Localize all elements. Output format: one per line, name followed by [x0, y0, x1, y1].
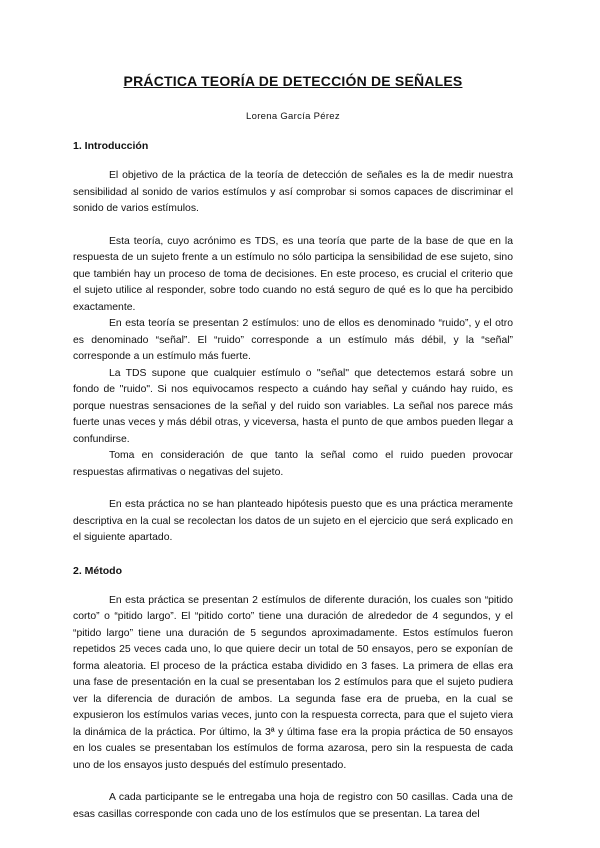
author-name: Lorena García Pérez [246, 111, 340, 122]
paragraph: A cada participante se le entregaba una hoja de registro con 50 casillas. Cada una de esas casillas corresponde con cada uno de los estímulos que se presentan. La tarea del [73, 792, 513, 820]
paragraph: En esta práctica no se han planteado hipótesis puesto que es una práctica meramente descriptiva en la cual se recolectan los datos de un sujeto en el ejercicio que será explicado en el siguiente apartado. [73, 499, 513, 543]
page-title: PRÁCTICA TEORÍA DE DETECCIÓN DE SEÑALES [123, 73, 463, 89]
section-heading-introduccion: 1. Introducción [73, 140, 149, 152]
paragraph: Esta teoría, cuyo acrónimo es TDS, es una teoría que parte de la base de que en la respuesta de un sujeto frente a un estímulo no sólo participa la sensibilidad de ese sujeto, sino que también hay un proceso de toma de decisiones. En este proceso, es crucial el criterio que el sujeto utilice al responder, sobre todo cuando no está seguro de qué es lo que ha percibido exactamente. [73, 235, 513, 313]
section-heading-metodo: 2. Método [73, 564, 122, 577]
paragraph: La TDS supone que cualquier estímulo o "señal" que detectemos estará sobre un fondo de "ruido". Si nos equivocamos respecto a cuándo hay señal y cuándo hay ruido, es porque nuestras sensaciones de la señal y del ruido son variables. La señal nos parece más fuerte unas veces y más débil otras, y viceversa, hasta el punto de que ambos pueden llegar a confundirse. [73, 367, 513, 445]
paragraph: En esta teoría se presentan 2 estímulos: uno de ellos es denominado “ruido”, y el otro es denominado “señal”. El “ruido” corresponde a un estímulo más débil, y la “señal” corresponde a un estímulo más fuerte. [73, 318, 513, 362]
paragraph: En esta práctica se presentan 2 estímulos de diferente duración, los cuales son “pitido corto” o “pitido largo”. El “pitido corto” tiene una duración de alrededor de 4 segundos, y el “pitido largo” tiene una duración de 5 segundos aproximadamente. Estos estímulos fueron repetidos 25 veces cada uno, lo que quiere decir un total de 50 ensayos, pero se exponían de forma aleatoria. El proceso de la práctica estaba dividido en 3 fases. La primera de ellas era una fase de presentación en la cual se presentaban los 2 estímulos para que el sujeto pudiera ver la diferencia de duración de ambos. La segunda fase era de prueba, en la cual se expusieron los estímulos varias veces, junto con la respuesta correcta, para que el sujeto viera la dinámica de la práctica. Por último, la 3ª y última fase era la propia práctica de 50 ensayos en los cuales se presentaban los estímulos de forma azarosa, pero sin la respuesta de cada uno de los ensayos justo después del estímulo presentado. [73, 594, 513, 771]
paragraph: Toma en consideración de que tanto la señal como el ruido pueden provocar respuestas afirmativas o negativas del sujeto. [73, 450, 513, 478]
paragraph: El objetivo de la práctica de la teoría de detección de señales es la de medir nuestra sensibilidad al sonido de varios estímulos y así comprobar si somos capaces de discriminar el sonido de varios estímulos. [73, 170, 513, 214]
